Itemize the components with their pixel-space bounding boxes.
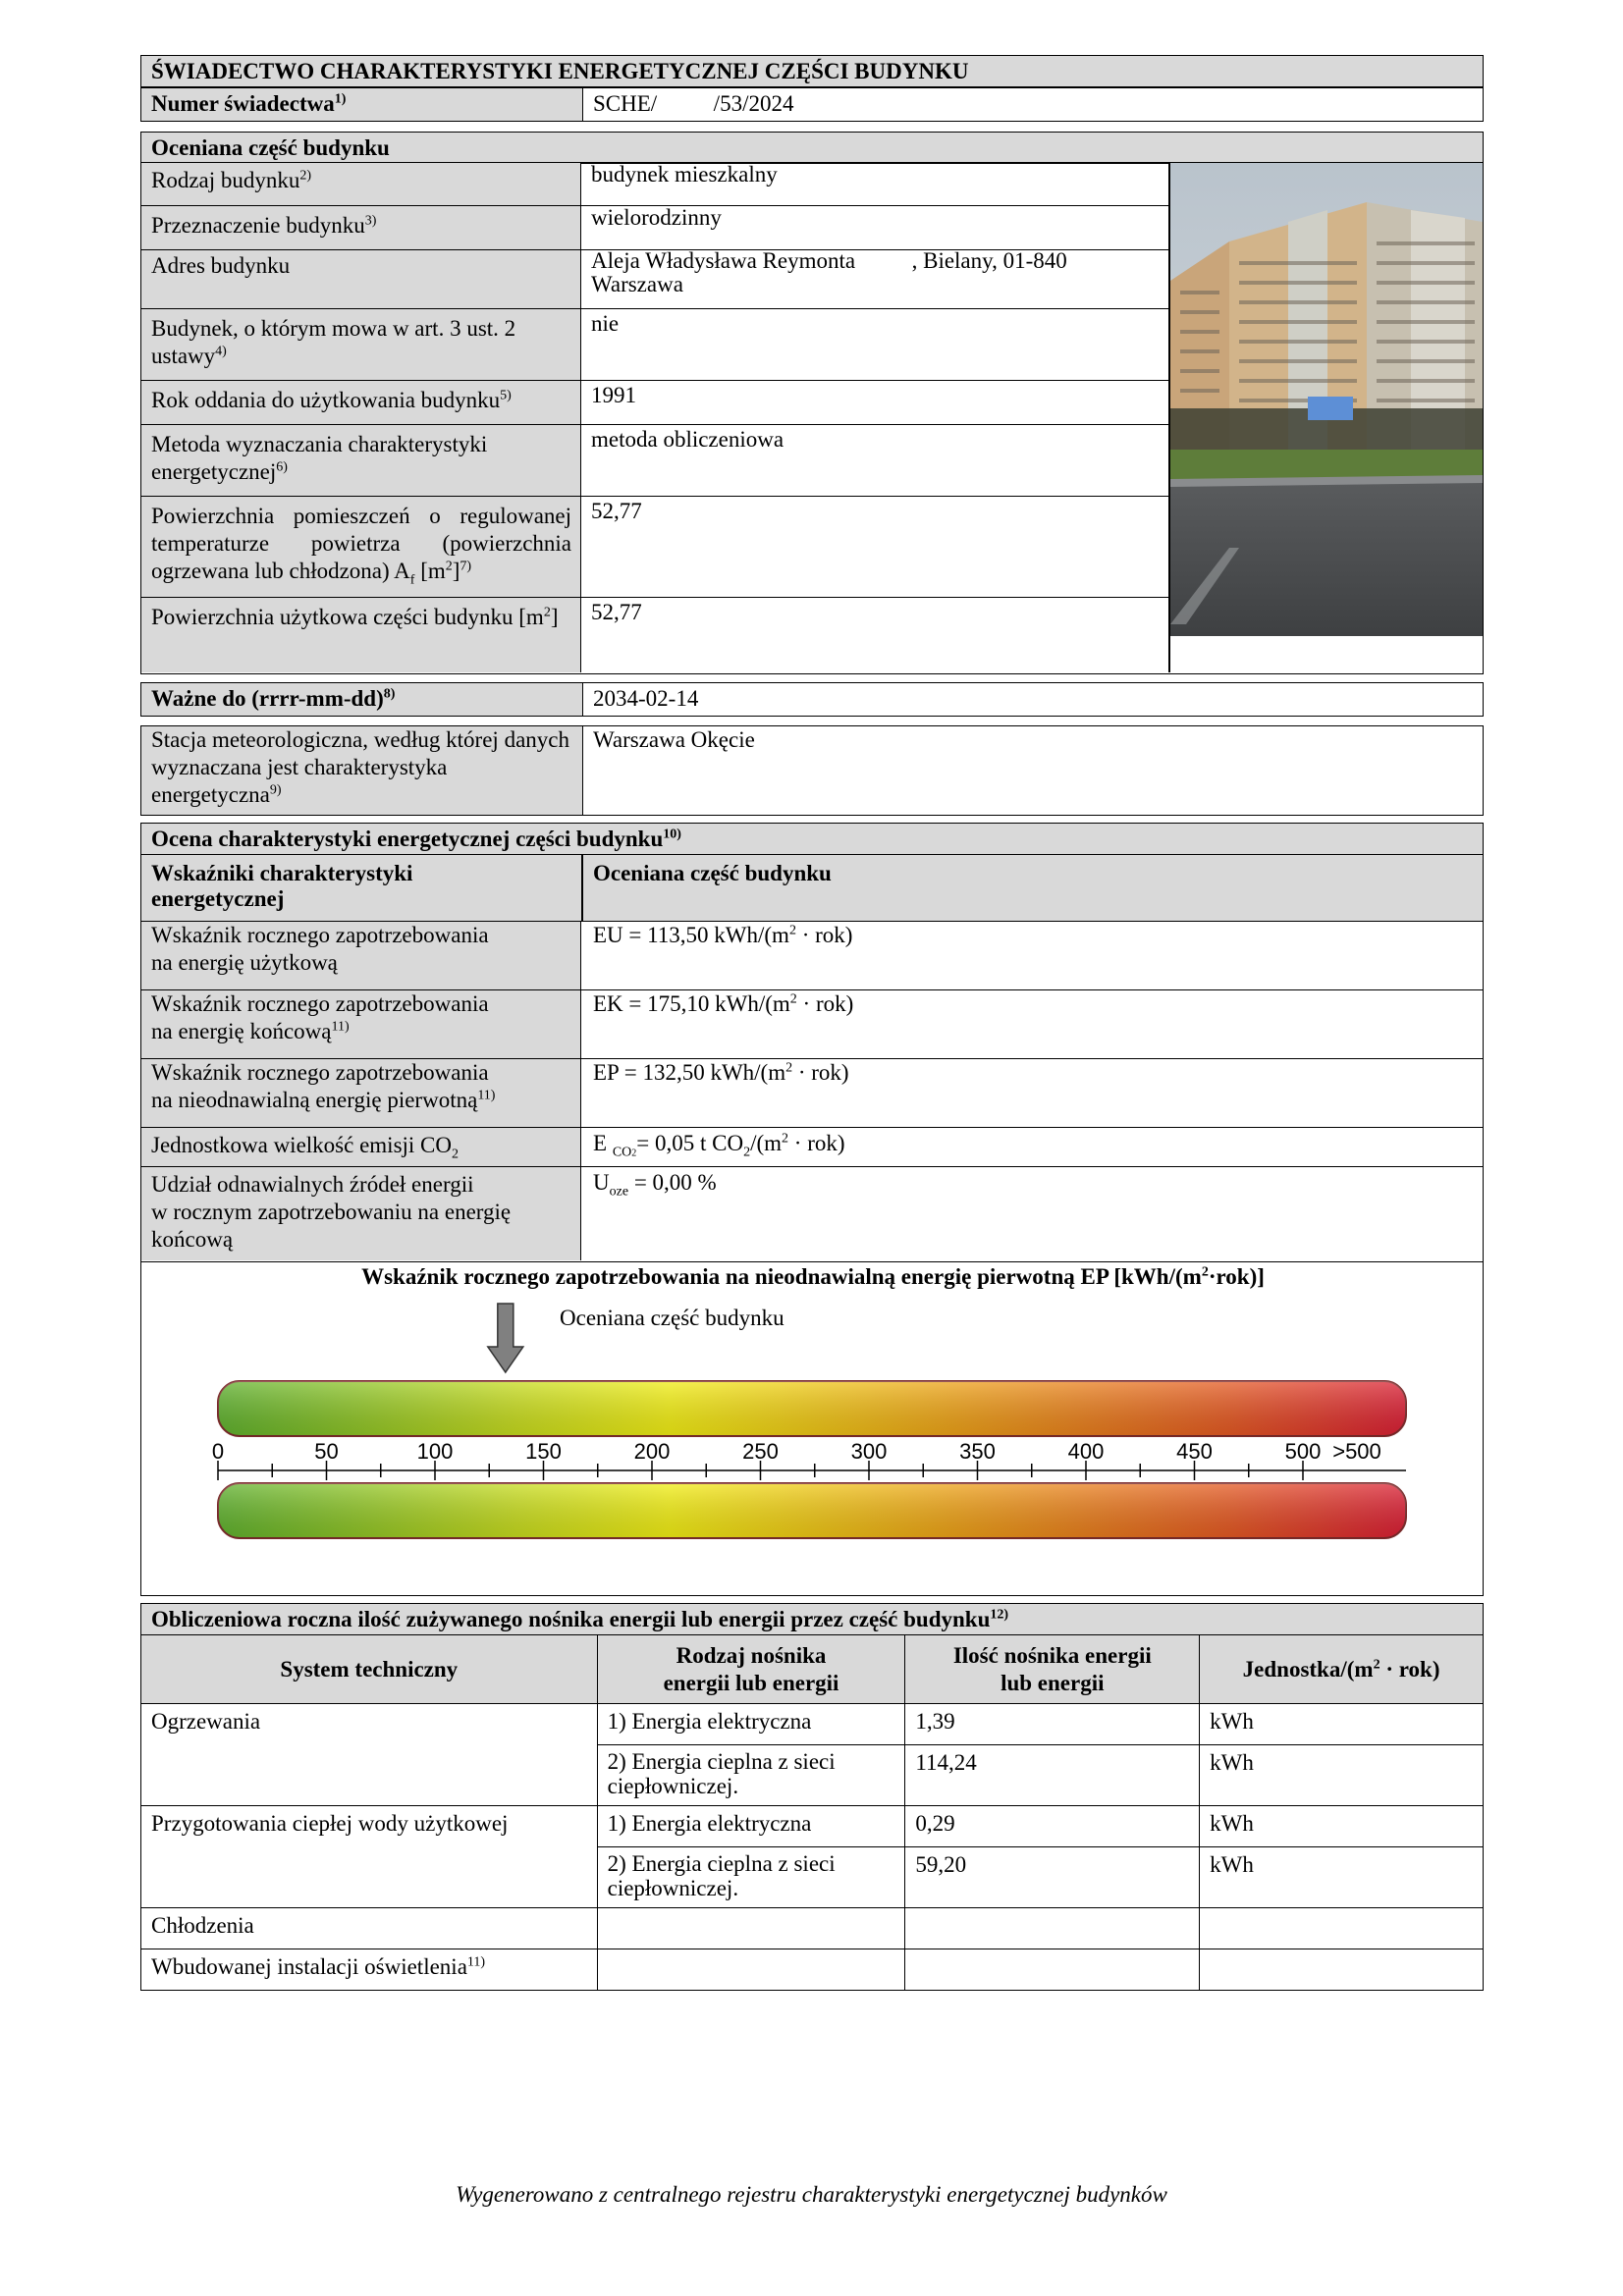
- building-photo-illustration: [1170, 163, 1483, 636]
- scale-tick-label: >500: [1332, 1439, 1381, 1464]
- ep-scale-ticks: [212, 1439, 1381, 1480]
- assessment-header: Ocena charakterystyki energetycznej części budynku$^{10)}$: [140, 823, 1484, 855]
- col-assessed-header: Oceniana część budynku: [593, 861, 832, 885]
- certificate-number-label: Numer świadectwa: [151, 91, 335, 116]
- row-ek: Wskaźnik rocznego zapotrzebowania na energię końcową$^{11)}$ EK = 175,10 kWh/$(m^2 \cdot rok)$: [141, 990, 1483, 1059]
- eu-value: EU = 113,50 kWh/$(m^2 \cdot rok)$: [593, 923, 853, 947]
- table-row: [141, 1908, 1484, 1949]
- row-method: Metoda wyznaczania charakterystyki energetycznej$^{6)}$ metoda obliczeniowa: [141, 425, 1170, 497]
- certificate-number-value: SCHE/ /53/2024: [593, 91, 794, 116]
- scale-tick-label: 250: [742, 1439, 779, 1464]
- scale-tick-label: 350: [959, 1439, 996, 1464]
- consumption-header: Obliczeniowa roczna ilość zużywanego nośnika energii lub energii przez część budynku$^{12)}$: [140, 1603, 1484, 1635]
- certificate-number-row: Numer świadectwa$^{1)}$ SCHE/ /53/2024: [140, 87, 1484, 122]
- ep-scale-bar-top-shade: [218, 1381, 1406, 1436]
- table-row: 2) Energia cieplna z sieci ciepłowniczej. 59,20 kWh: [141, 1847, 1484, 1908]
- ep-marker-label: Oceniana część budynku: [560, 1306, 784, 1330]
- header-amount: Ilość nośnika energii lub energii: [905, 1635, 1200, 1704]
- oze-value: $U_{oze} = 0,00$ %: [593, 1170, 717, 1200]
- table-row: Przygotowania ciepłej wody użytkowej 1) Energia elektryczna 0,29 kWh: [141, 1806, 1484, 1847]
- col-indicators-header: Wskaźniki charakterystyki energetycznej: [151, 861, 413, 911]
- meteo-station-row: Stacja meteorologiczna, według której danych wyznaczana jest charakterystyka energetyczna$^{9)}$ Warszawa Okęcie: [140, 725, 1484, 816]
- row-building-address: Adres budynku Aleja Władysława Reymonta , Bielany, 01-840 Warszawa: [141, 250, 1170, 309]
- scale-tick-label: 400: [1067, 1439, 1105, 1464]
- scale-tick-label: 50: [314, 1439, 339, 1464]
- table-row: 2) Energia cieplna z sieci ciepłowniczej. 114,24 kWh: [141, 1745, 1484, 1806]
- ep-pointer-arrow-shape: [488, 1304, 523, 1372]
- row-usable-area: Powierzchnia użytkowa części budynku $[m^2]$ 52,77: [151, 600, 642, 629]
- scale-tick-label: 150: [525, 1439, 562, 1464]
- meteo-station-label: Stacja meteorologiczna, według której danych wyznaczana jest charakterystyka energetyczna: [151, 727, 569, 807]
- building-photo: [1170, 163, 1483, 636]
- consumption-table: [140, 1634, 1484, 1991]
- header-carrier: Rodzaj nośnika energii lub energii: [597, 1635, 905, 1704]
- row-ep: Wskaźnik rocznego zapotrzebowania na nieodnawialną energię pierwotną$^{11)}$ EP = 132,50 kWh/$(m^2 \cdot rok)$: [141, 1059, 1483, 1128]
- table-row: Ogrzewania 1) Energia elektryczna 1,39 kWh: [141, 1704, 1484, 1745]
- row-building-type: Rodzaj budynku$^{2)}$ budynek mieszkalny: [141, 163, 1170, 206]
- ep-pointer-arrow: [488, 1304, 523, 1372]
- document-title: ŚWIADECTWO CHARAKTERYSTYKI ENERGETYCZNEJ CZĘŚCI BUDYNKU: [140, 55, 1484, 87]
- ep-scale-title: Wskaźnik rocznego zapotrzebowania na nieodnawialną energię pierwotną EP $[kWh/(m^2\cdot rok)]$: [361, 1264, 1265, 1289]
- valid-until-row: Ważne do (rrrr-mm-dd)$^{8)}$ 2034-02-14: [140, 682, 1484, 717]
- ep-scale-panel: [140, 1262, 1484, 1596]
- row-oze: Udział odnawialnych źródeł energii w rocznym zapotrzebowaniu na energię końcową $U_{oze} = 0,00$ %: [151, 1170, 717, 1252]
- table-row: [141, 1949, 1484, 1991]
- footer-note: Wygenerowano z centralnego rejestru charakterystyki energetycznej budynków: [456, 2182, 1167, 2207]
- co2-value: E $_{CO2}$= 0,05 t $CO_2/(m^2 \cdot rok)$: [593, 1131, 845, 1160]
- scale-tick-label: 500: [1284, 1439, 1322, 1464]
- row-year-of-use: Rok oddania do użytkowania budynku$^{5)}$ 1991: [141, 381, 1170, 425]
- row-building-purpose: Przeznaczenie budynku$^{3)}$ wielorodzinny: [141, 206, 1170, 250]
- system-heating: Ogrzewania: [141, 1704, 598, 1806]
- row-art3-building: Budynek, o którym mowa w art. 3 ust. 2 ustawy$^{4)}$ nie: [141, 309, 1170, 381]
- system-hot-water: Przygotowania ciepłej wody użytkowej: [141, 1806, 598, 1908]
- building-info-block: [140, 162, 1484, 674]
- scale-tick-label: 0: [211, 1439, 225, 1464]
- row-regulated-area: Powierzchnia pomieszczeń o regulowanej temperaturze powietrza (powierzchnia ogrzewana lub chłodzona) $A_f$ $[m^2]^{7)}$ 52,77: [141, 497, 1170, 598]
- assessment-table: [140, 855, 1484, 1262]
- system-lighting: Wbudowanej instalacji oświetlenia$^{11)}$: [141, 1949, 598, 1991]
- meteo-station-value: Warszawa Okęcie: [593, 727, 755, 752]
- ep-value: EP = 132,50 kWh/$(m^2 \cdot rok)$: [593, 1060, 849, 1085]
- consumption-header-row: [141, 1635, 1484, 1704]
- header-unit: Jednostka/$(m^2 \cdot rok)$: [1200, 1635, 1484, 1704]
- system-cooling: Chłodzenia: [141, 1908, 598, 1949]
- ep-scale-svg: [141, 1262, 1483, 1594]
- scale-tick-label: 200: [633, 1439, 671, 1464]
- ek-value: EK = 175,10 kWh/$(m^2 \cdot rok)$: [593, 991, 854, 1016]
- ep-scale-bar-bottom-shade: [218, 1483, 1406, 1538]
- assessment-col-headers: [141, 855, 1483, 922]
- row-eu: Wskaźnik rocznego zapotrzebowania na energię użytkową EU = 113,50 kWh/$(m^2 \cdot rok)$: [141, 922, 1483, 990]
- assessed-section-header: Oceniana część budynku: [140, 132, 1484, 164]
- valid-until-value: 2034-02-14: [593, 686, 699, 711]
- valid-until-label: Ważne do (rrrr-mm-dd): [151, 686, 384, 711]
- scale-tick-label: 100: [416, 1439, 454, 1464]
- scale-tick-label: 300: [850, 1439, 888, 1464]
- row-co2: Jednostkowa wielkość emisji $CO_2$ E $_{CO2}$= 0,05 t $CO_2/(m^2 \cdot rok)$: [141, 1128, 1483, 1167]
- header-system: System techniczny: [141, 1635, 598, 1704]
- scale-tick-label: 450: [1176, 1439, 1213, 1464]
